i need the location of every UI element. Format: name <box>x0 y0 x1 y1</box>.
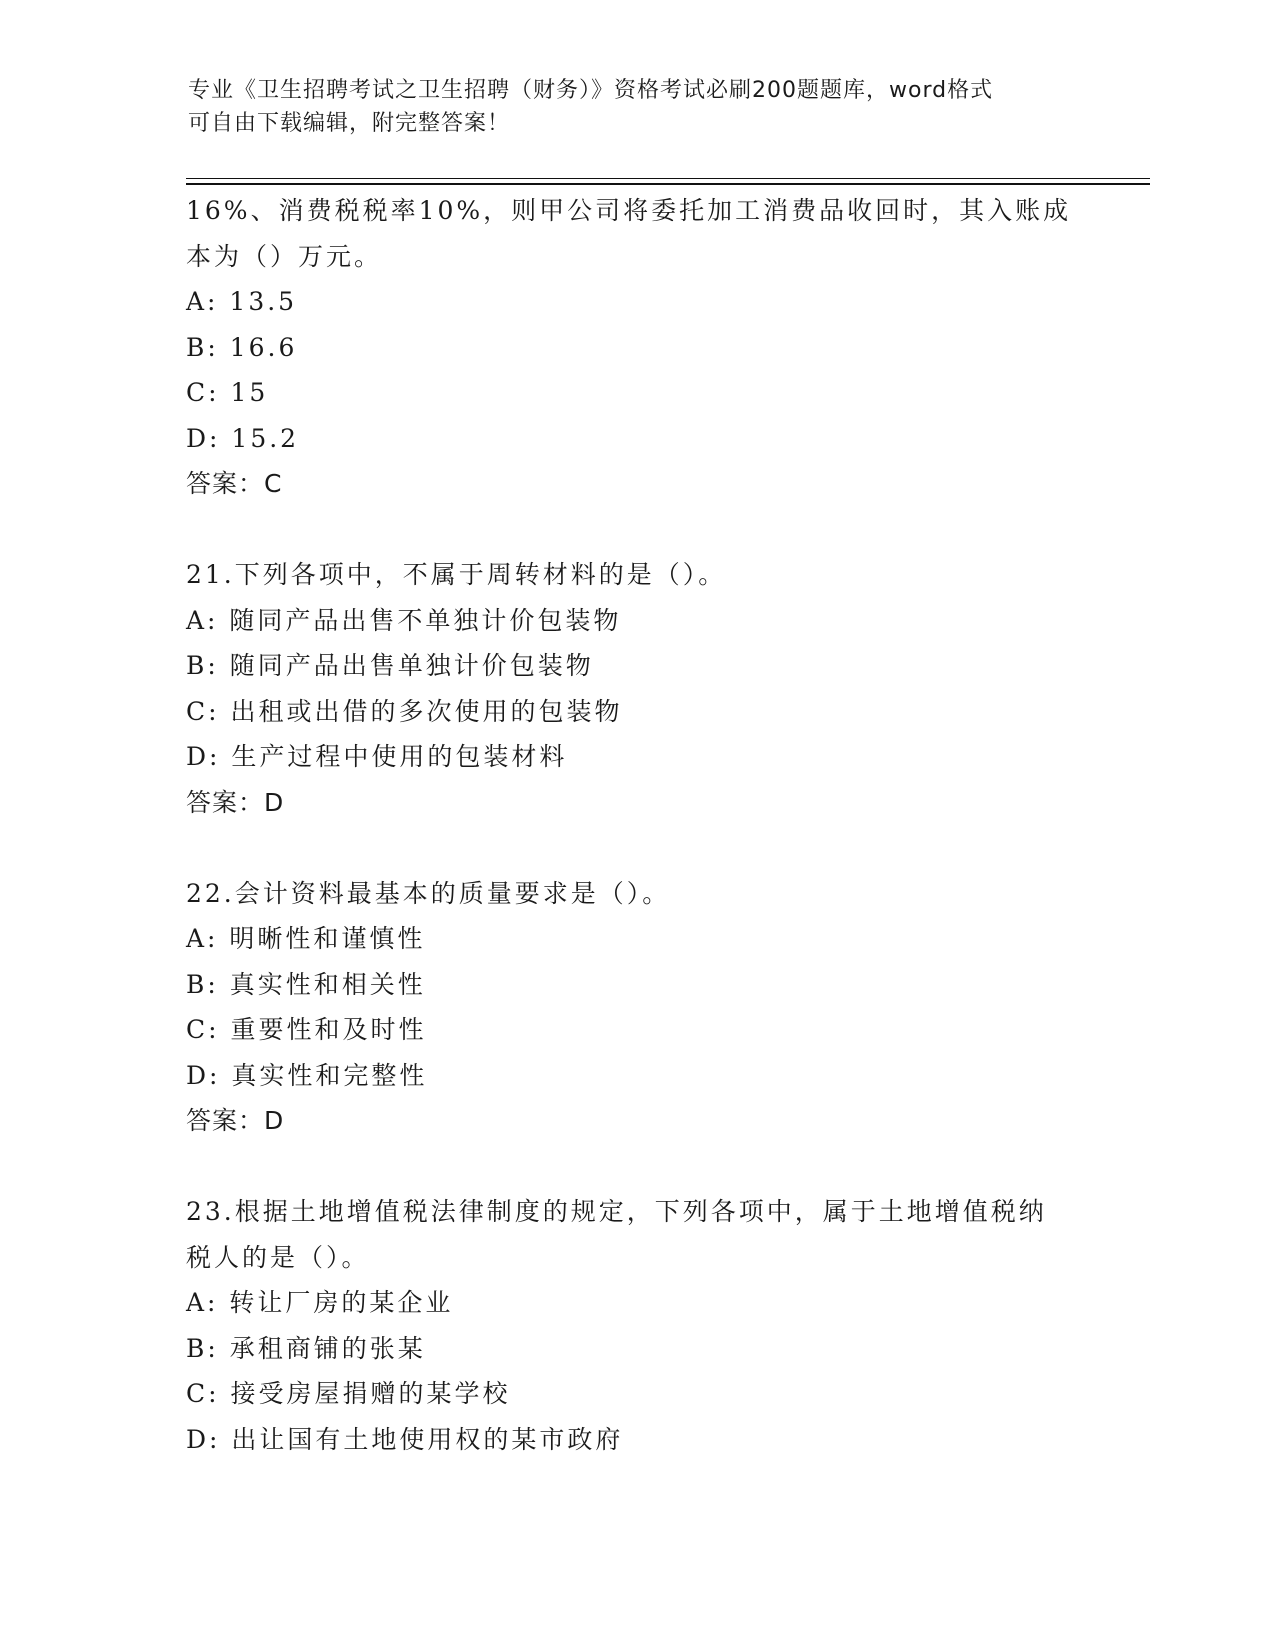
option-c: C: 接受房屋捐赠的某学校 <box>186 1379 511 1408</box>
option-b: B: 承租商铺的张某 <box>186 1333 426 1363</box>
question-stem: 22.会计资料最基本的质量要求是（）。 <box>186 878 671 908</box>
option-c: C: 出租或出借的多次使用的包装物 <box>186 696 623 726</box>
question-stem: 本为（）万元。 <box>186 241 383 271</box>
header-rule-thick <box>186 183 1150 185</box>
question-stem: 21.下列各项中，不属于周转材料的是（）。 <box>186 560 727 589</box>
question-block <box>186 552 1086 825</box>
option-a: A: 13.5 <box>186 287 298 316</box>
question-block <box>186 188 1086 507</box>
header-line-2: 可自由下载编辑，附完整答案！ <box>188 111 511 136</box>
option-a: A: 转让厂房的某企业 <box>186 1288 454 1317</box>
question-stem: 23.根据土地增值税法律制度的规定，下列各项中，属于土地增值税纳 <box>186 1197 1047 1226</box>
question-block <box>186 871 1086 1144</box>
answer-label: 答案：D <box>186 787 285 817</box>
question-block <box>186 1189 1086 1462</box>
header-line-1: 专业《卫生招聘考试之卫生招聘（财务）》资格考试必刷200题题库，word格式 <box>188 78 994 103</box>
option-b: B: 随同产品出售单独计价包装物 <box>186 651 594 680</box>
option-a: A: 明晰性和谨慎性 <box>186 924 426 953</box>
option-d: D: 生产过程中使用的包装材料 <box>186 742 568 771</box>
option-b: B: 16.6 <box>186 332 298 362</box>
option-c: C: 重要性和及时性 <box>186 1015 427 1044</box>
option-d: D: 出让国有土地使用权的某市政府 <box>186 1424 624 1454</box>
header-rule-thin <box>186 178 1150 179</box>
question-stem: 16%、消费税税率10%，则甲公司将委托加工消费品收回时，其入账成 <box>186 196 1072 225</box>
option-b: B: 真实性和相关性 <box>186 969 426 999</box>
answer-label: 答案：C <box>186 469 283 498</box>
answer-label: 答案：D <box>186 1106 285 1135</box>
option-d: D: 15.2 <box>186 423 300 453</box>
question-stem: 税人的是（）。 <box>186 1242 370 1272</box>
document-header <box>188 74 1088 140</box>
option-a: A: 随同产品出售不单独计价包装物 <box>186 605 622 635</box>
question-list <box>186 188 1086 1508</box>
option-d: D: 真实性和完整性 <box>186 1060 428 1090</box>
option-c: C: 15 <box>186 378 269 407</box>
